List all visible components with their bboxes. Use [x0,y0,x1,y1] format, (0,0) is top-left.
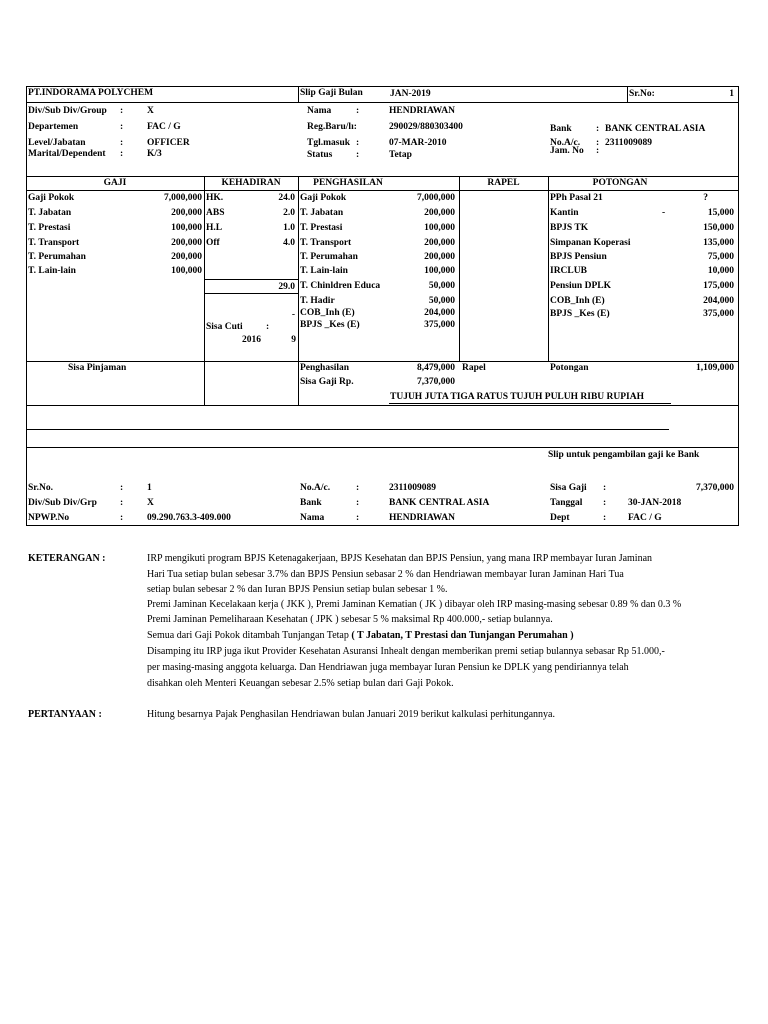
potongan-value: 10,000 [707,266,734,276]
keterangan-line: Premi Jaminan Pemeliharaan Kesehatan ( JPK ) sebesar 5 % maksimal Rp 400.000,- setiap bulannya. [147,614,553,625]
penghasilan-label: T. Perumahan [300,252,358,262]
jam-label: Jam. No [550,146,584,156]
keterangan-line: Hari Tua setiap bulan sebesar 3.7% dan BPJS Pensiun sebasar 2 % dan Hendriawan membayar Iuran Jaminan Hari Tua [147,569,624,580]
gaji-value: 100,000 [171,266,202,276]
kehadiran-label: H.L [206,223,223,233]
colon: : [120,498,124,508]
penghasilan-label: T. Jabatan [300,208,344,218]
srno-value: 1 [729,89,734,99]
penghasilan-value: 100,000 [424,223,455,233]
penghasilan-header: PENGHASILAN [313,178,383,188]
potongan-label: Pensiun DPLK [550,281,611,291]
sisa-gaji-label: Sisa Gaji Rp. [300,377,354,387]
potongan-label: IRCLUB [550,266,587,276]
penghasilan-value: 100,000 [424,266,455,276]
div-value: X [147,106,154,116]
bank-tanggal-label: Tanggal [550,498,583,508]
penghasilan-value: 200,000 [424,208,455,218]
div-label: Div/Sub Div/Group [28,106,107,116]
bank-sisa-label: Sisa Gaji [550,483,587,493]
gaji-value: 200,000 [171,208,202,218]
divider [26,405,739,406]
colon: : [120,513,124,523]
keterangan-line: Premi Jaminan Kecelakaan kerja ( JKK ), Premi Jaminan Kematian ( JK ) dibayar oleh IRP masing-masing sebesar 0.89 % dan 0.3 % [147,599,682,610]
status-label: Status [307,150,333,160]
potongan-label: PPh Pasal 21 [550,193,603,203]
penghasilan-label: T. Transport [300,238,352,248]
gaji-label: T. Perumahan [28,252,86,262]
divider [26,102,739,103]
colon: : [120,106,124,116]
colon: : [603,513,607,523]
bank-npwp-value: 09.290.763.3-409.000 [147,513,231,523]
divider [627,86,628,102]
divider [389,403,671,404]
divider [26,190,739,191]
kehadiran-value: 24.0 [278,193,295,203]
divider [204,293,298,294]
kehadiran-total: 29.0 [278,282,295,292]
penghasilan-value: 200,000 [424,252,455,262]
colon: : [596,138,600,148]
keterangan-line: disahkan oleh Menteri Keuangan sebesar 2.5% setiap bulan dari Gaji Pokok. [147,678,454,689]
gaji-header: GAJI [103,178,127,188]
srno-label: Sr.No: [629,89,655,99]
sisa-cuti-value: 9 [291,335,296,345]
sisa-cuti-colon: : [266,322,270,332]
slip-label: Slip Gaji Bulan [300,88,363,98]
bank-bank-label: Bank [300,498,322,508]
tgl-value: 07-MAR-2010 [389,138,447,148]
potongan-value: 150,000 [703,223,734,233]
keterangan-line: per masing-masing anggota keluarga. Dan Hendriawan juga membayar Iuran Pensiun ke DPLK yang pendiriannya telah [147,662,629,673]
colon: : [356,498,360,508]
kantin-dash: - [662,208,666,218]
potongan-label: BPJS TK [550,223,589,233]
bank-div-value: X [147,498,154,508]
potongan-label: BPJS Pensiun [550,252,607,262]
penghasilan-label: BPJS _Kes (E) [300,320,360,330]
bank-value: BANK CENTRAL ASIA [605,124,706,134]
divider [298,176,299,406]
penghasilan-label: T. Chinldren Educa [300,281,381,291]
dept-label: Departemen [28,122,79,132]
potongan-value: ? [703,193,708,203]
gaji-label: T. Lain-lain [28,266,76,276]
colon: : [120,483,124,493]
gaji-value: 200,000 [171,252,202,262]
company-name: PT.INDORAMA POLYCHEM [28,88,154,98]
gaji-value: 100,000 [171,223,202,233]
rapel-header: RAPEL [487,178,520,188]
kehadiran-header: KEHADIRAN [221,178,281,188]
kehadiran-label: ABS [206,208,225,218]
keterangan-line-6-prefix: Semua dari Gaji Pokok ditambah Tunjangan Tetap [147,630,352,641]
keterangan-line: setiap bulan sebesar 2 % dan Iuran BPJS Pensiun setiap bulan sebesar 1 %. [147,584,448,595]
divider [26,429,669,430]
penghasilan-value: 204,000 [424,308,455,318]
potongan-label: Simpanan Koperasi [550,238,631,248]
total-penghasilan-value: 8,479,000 [417,363,455,373]
bank-label: Bank [550,124,572,134]
potongan-value: 175,000 [703,281,734,291]
penghasilan-label: COB_Inh (E) [300,308,355,318]
bank-srno-label: Sr.No. [28,483,53,493]
colon: : [356,106,360,116]
reg-label: Reg.Baru/lı: [307,122,357,132]
divider [459,176,460,362]
sisa-gaji-value: 7,370,000 [417,377,455,387]
bank-nama-label: Nama [300,513,325,523]
colon: : [356,138,360,148]
potongan-value: 375,000 [703,309,734,319]
potongan-label: COB_Inh (E) [550,296,605,306]
potongan-header: POTONGAN [592,178,648,188]
colon: : [120,122,124,132]
terbilang-text: TUJUH JUTA TIGA RATUS TUJUH PULUH RIBU RUPIAH [390,392,644,402]
potongan-value: 204,000 [703,296,734,306]
kehadiran-value: 1.0 [283,223,295,233]
total-penghasilan-label: Penghasilan [300,363,350,373]
potongan-value: 135,000 [703,238,734,248]
noac-label: No.A/c. [550,138,581,148]
divider [26,176,739,177]
bank-tanggal-value: 30-JAN-2018 [628,498,682,508]
bank-dept-label: Dept [550,513,570,523]
colon: : [356,150,360,160]
divider [26,447,739,448]
penghasilan-label: T. Lain-lain [300,266,348,276]
colon: : [356,483,360,493]
bank-div-label: Div/Sub Div/Grp [28,498,97,508]
slip-month: JAN-2019 [390,89,431,99]
divider [204,176,205,406]
total-potongan-label: Potongan [550,363,589,373]
bank-noac-label: No.A/c. [300,483,331,493]
colon: : [596,124,600,134]
gaji-label: T. Transport [28,238,80,248]
kehadiran-label: Off [206,238,220,248]
penghasilan-value: 200,000 [424,238,455,248]
colon: : [596,146,600,156]
colon: : [356,513,360,523]
gaji-label: T. Jabatan [28,208,72,218]
tgl-label: Tgl.masuk [307,138,351,148]
rapel-label: Rapel [462,363,486,373]
gaji-label: T. Prestasi [28,223,71,233]
penghasilan-value: 375,000 [424,320,455,330]
colon: : [603,498,607,508]
divider [26,361,739,362]
sisa-cuti-year: 2016 [242,335,261,345]
bank-sisa-value: 7,370,000 [696,483,734,493]
divider [298,86,299,102]
potongan-value: 75,000 [707,252,734,262]
colon: : [603,483,607,493]
potongan-label: Kantin [550,208,579,218]
keterangan-line: IRP mengikuti program BPJS Ketenagakerjaan, BPJS Kesehatan dan BPJS Pensiun, yang mana IRP membayar Iuran Jaminan [147,553,653,564]
sisa-cuti-label: Sisa Cuti [206,322,243,332]
penghasilan-label: T. Prestasi [300,223,343,233]
divider [204,279,298,280]
gaji-label: Gaji Pokok [28,193,75,203]
potongan-label: BPJS _Kes (E) [550,309,610,319]
gaji-value: 200,000 [171,238,202,248]
penghasilan-label: T. Hadir [300,296,335,306]
level-value: OFFICER [147,138,190,148]
marital-label: Marital/Dependent [28,149,106,159]
bank-bank-value: BANK CENTRAL ASIA [389,498,490,508]
keterangan-label: KETERANGAN : [28,553,106,564]
penghasilan-value: 7,000,000 [417,193,455,203]
reg-value: 290029/880303400 [389,122,463,132]
bank-nama-value: HENDRIAWAN [389,513,455,523]
potongan-value: 15,000 [707,208,734,218]
sisa-pinjaman-label: Sisa Pinjaman [68,363,127,373]
divider [548,176,549,362]
pertanyaan-label: PERTANYAAN : [28,709,102,720]
keterangan-line-6 [147,630,574,642]
kehadiran-label: HK. [206,193,224,203]
kehadiran-value: 4.0 [283,238,295,248]
gaji-value: 7,000,000 [164,193,202,203]
keterangan-line: Disamping itu IRP juga ikut Provider Kesehatan Asuransi Inhealt dengan memberikan premi setiap bulannya sebasar Rp 51.000,- [147,646,665,657]
colon: : [120,138,124,148]
penghasilan-value: 50,000 [428,296,455,306]
keterangan-line-6-bold: ( T Jabatan, T Prestasi dan Tunjangan Perumahan ) [351,630,574,641]
colon: : [120,149,124,159]
kehadiran-dash: - [291,310,295,320]
bank-srno-value: 1 [147,483,152,493]
bank-noac-value: 2311009089 [389,483,436,493]
level-label: Level/Jabatan [28,138,86,148]
total-potongan-value: 1,109,000 [696,363,734,373]
kehadiran-value: 2.0 [283,208,295,218]
penghasilan-label: Gaji Pokok [300,193,347,203]
nama-value: HENDRIAWAN [389,106,455,116]
bank-slip-caption: Slip untuk pengambilan gaji ke Bank [548,450,700,460]
bank-npwp-label: NPWP.No [28,513,70,523]
status-value: Tetap [389,150,412,160]
dept-value: FAC / G [147,122,181,132]
noac-value: 2311009089 [605,138,652,148]
nama-label: Nama [307,106,332,116]
marital-value: K/3 [147,149,162,159]
pertanyaan-text: Hitung besarnya Pajak Penghasilan Hendriawan bulan Januari 2019 berikut kalkulasi perhitungannya. [147,709,555,720]
bank-dept-value: FAC / G [628,513,662,523]
penghasilan-value: 50,000 [428,281,455,291]
